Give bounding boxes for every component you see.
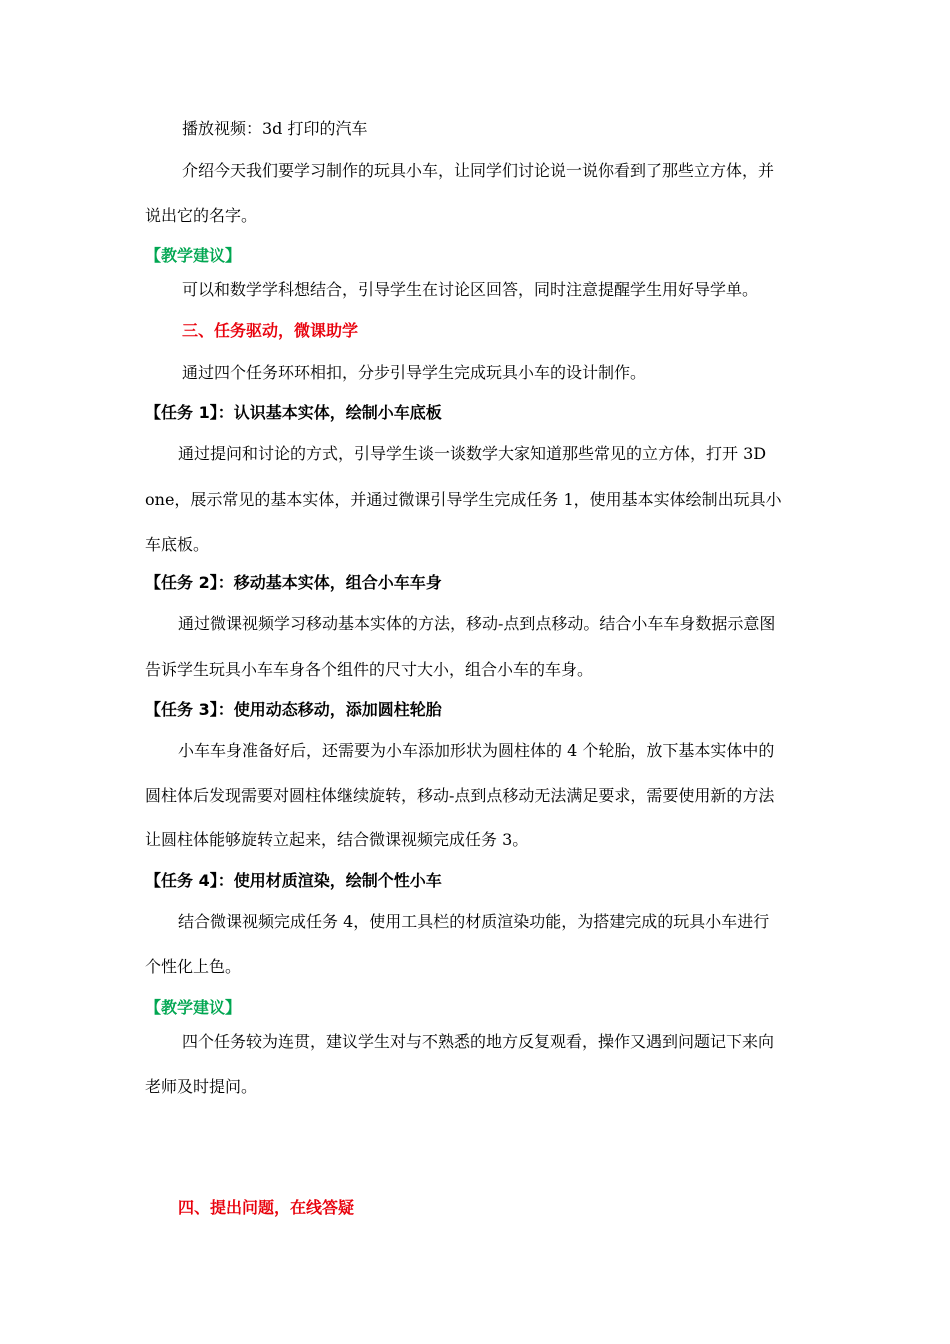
task-3-line-1: 小车车身准备好后，还需要为小车添加形状为圆柱体的 4 个轮胎，放下基本实体中的 <box>178 741 775 760</box>
task-2-line-1: 通过微课视频学习移动基本实体的方法，移动-点到点移动。结合小车车身数据示意图 <box>178 614 776 633</box>
task-4-line-1: 结合微课视频完成任务 4，使用工具栏的材质渲染功能，为搭建完成的玩具小车进行 <box>178 912 770 931</box>
section-4-heading: 四、提出问题，在线答疑 <box>178 1198 355 1217</box>
task-2-line-2: 告诉学生玩具小车车身各个组件的尺寸大小，组合小车的车身。 <box>145 660 594 679</box>
intro-paragraph-line-2: 说出它的名字。 <box>145 206 258 225</box>
task-3-heading: 【任务 3】：使用动态移动，添加圆柱轮胎 <box>145 700 442 719</box>
section-3-heading: 三、任务驱动，微课助学 <box>182 321 359 340</box>
teaching-advice-heading-1: 【教学建议】 <box>145 246 242 265</box>
teaching-advice-heading-2: 【教学建议】 <box>145 998 242 1017</box>
teaching-advice-text-2-line-1: 四个任务较为连贯，建议学生对与不熟悉的地方反复观看，操作又遇到问题记下来向 <box>182 1032 775 1051</box>
task-1-line-3: 车底板。 <box>145 535 210 554</box>
task-2-heading: 【任务 2】：移动基本实体，组合小车车身 <box>145 573 442 592</box>
task-1-line-2: one，展示常见的基本实体，并通过微课引导学生完成任务 1，使用基本实体绘制出玩具小 <box>145 490 782 509</box>
intro-paragraph-line-1: 介绍今天我们要学习制作的玩具小车，让同学们讨论说一说你看到了那些立方体，并 <box>182 161 775 180</box>
task-3-line-2: 圆柱体后发现需要对圆柱体继续旋转，移动-点到点移动无法满足要求，需要使用新的方法 <box>145 786 775 805</box>
task-4-line-2: 个性化上色。 <box>145 957 242 976</box>
task-1-heading: 【任务 1】：认识基本实体，绘制小车底板 <box>145 403 442 422</box>
teaching-advice-text-1: 可以和数学学科想结合，引导学生在讨论区回答，同时注意提醒学生用好导学单。 <box>182 280 759 299</box>
section-3-text: 通过四个任务环环相扣，分步引导学生完成玩具小车的设计制作。 <box>182 363 647 382</box>
task-3-line-3: 让圆柱体能够旋转立起来，结合微课视频完成任务 3。 <box>145 830 529 849</box>
task-4-heading: 【任务 4】：使用材质渲染，绘制个性小车 <box>145 871 442 890</box>
task-1-line-1: 通过提问和讨论的方式，引导学生谈一谈数学大家知道那些常见的立方体，打开 3D <box>178 444 767 463</box>
teaching-advice-text-2-line-2: 老师及时提问。 <box>145 1077 258 1096</box>
video-intro-line: 播放视频：3d 打印的汽车 <box>182 119 368 138</box>
